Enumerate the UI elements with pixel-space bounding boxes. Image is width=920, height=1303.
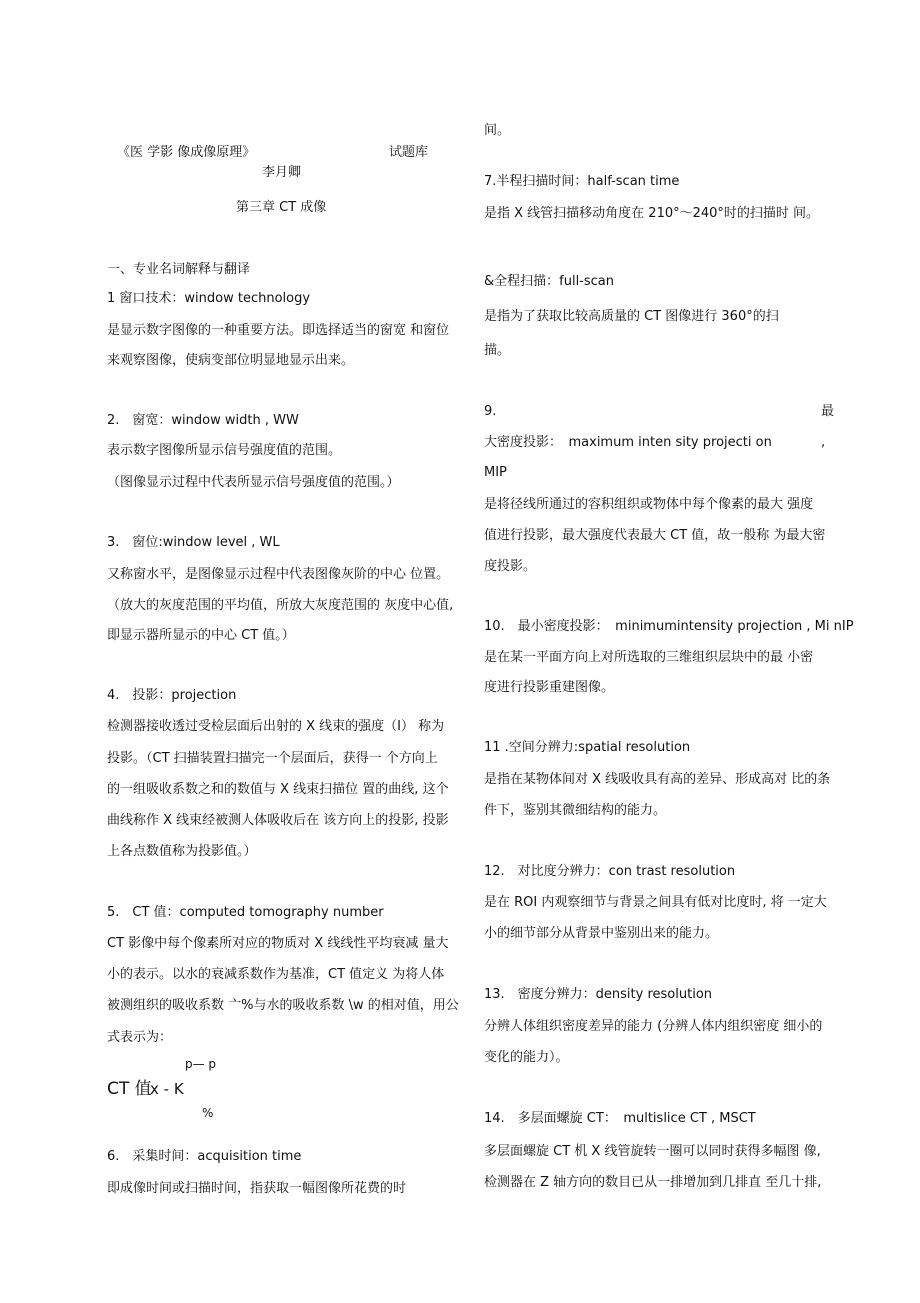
text-line: 来观察图像，使病变部位明显地显示出来。 <box>107 353 355 368</box>
text-line: 检测器在 Z 轴方向的数目已从一排增加到几排直 至几十排, <box>484 1175 822 1190</box>
text-line: 是在 ROI 内观察细节与背景之间具有低对比度时, 将 一定大 <box>484 895 827 910</box>
text-line: 投影。（CT 扫描装置扫描完一个层面后，获得一 个方向上 <box>107 751 438 766</box>
text-line: 分辨人体组织密度差异的能力 (分辨人体内组织密度 细小的 <box>484 1019 823 1034</box>
text-line: CT 影像中每个像素所对应的物质对 X 线线性平均衰减 量大 <box>107 936 449 951</box>
text-line: 多层面螺旋 CT 机 X 线管旋转一圈可以同时获得多幅图 像, <box>484 1144 821 1159</box>
text-line: （图像显示过程中代表所显示信号强度值的范围。） <box>107 475 400 490</box>
text-line: 表示数字图像所显示信号强度值的范围。 <box>107 443 342 458</box>
text-line: 变化的能力）。 <box>484 1050 569 1065</box>
text-line: 小的细节部分从背景中鉴别出来的能力。 <box>484 926 719 941</box>
text-line: 5. CT 值：computed tomography number <box>107 905 384 920</box>
book-title: 《医 学影 像成像原理》 <box>117 145 256 160</box>
text-line: 间。 <box>484 123 511 138</box>
text-line: 1 窗口技术：window technology <box>107 291 311 306</box>
question-bank-label: 试题库 <box>389 145 429 160</box>
formula-numerator: p— p <box>185 1057 217 1071</box>
formula-denominator: % <box>202 1106 214 1120</box>
text-line: 式表示为： <box>107 1030 173 1045</box>
text-line: 是指 X 线管扫描移动角度在 210°〜240°时的扫描时 间。 <box>484 206 820 221</box>
text-line: 是指为了获取比较高质量的 CT 图像进行 360°的扫 <box>484 309 779 324</box>
text-line: 一、专业名词解释与翻译 <box>107 262 251 277</box>
text-line: 3. 窗位:window level , WL <box>107 535 280 550</box>
text-line: 11 .空间分辨力:spatial resolution <box>484 740 691 755</box>
text-line: 小的表示。以水的衰减系数作为基准，CT 值定义 为将人体 <box>107 967 445 982</box>
text-line: 是在某一平面方向上对所选取的三维组织层块中的最 小密 <box>484 650 814 665</box>
text-line: 是显示数字图像的一种重要方法。即选择适当的窗宽 和窗位 <box>107 323 450 338</box>
text-line: 9. <box>484 404 497 419</box>
item9-tail-char: 最 <box>821 404 835 419</box>
text-line: 的一组吸收系数之和的数值与 X 线束扫描位 置的曲线, 这个 <box>107 782 449 797</box>
text-line: 值进行投影，最大强度代表最大 CT 值，故一般称 为最大密 <box>484 528 826 543</box>
text-line: 即成像时间或扫描时间，指获取一幅图像所花费的时 <box>107 1181 407 1196</box>
text-line: 又称窗水平，是图像显示过程中代表图像灰阶的中心 位置。 <box>107 567 450 582</box>
text-line: 描。 <box>484 343 511 358</box>
text-line: MIP <box>484 465 507 480</box>
text-line: 2. 窗宽：window width , WW <box>107 413 299 428</box>
text-line: 被测组织的吸收系数 亠%与水的吸收系数 \w 的相对值，用公 <box>107 998 459 1013</box>
text-line: 检测器接收透过受检层面后出射的 X 线束的强度（I） 称为 <box>107 719 445 734</box>
text-line: （放大的灰度范围的平均值，所放大灰度范围的 灰度中心值, <box>107 598 454 613</box>
text-line: 6. 采集时间：acquisition time <box>107 1149 302 1164</box>
text-line: 13. 密度分辨力：density resolution <box>484 987 713 1002</box>
formula-lhs: CT 值 <box>107 1079 152 1099</box>
author: 李月卿 <box>262 165 302 180</box>
text-line: &全程扫描：full-scan <box>484 274 614 289</box>
text-line: 4. 投影：projection <box>107 688 237 703</box>
text-line: 14. 多层面螺旋 CT： multislice CT , MSCT <box>484 1111 756 1126</box>
text-line: 是指在某物体间对 X 线吸收具有高的差异、形成高对 比的条 <box>484 772 831 787</box>
text-line: 上各点数值称为投影值。） <box>107 844 257 859</box>
text-line: 是将径线所通过的容积组织或物体中每个像素的最大 强度 <box>484 497 814 512</box>
formula-operator: x - K <box>150 1080 184 1098</box>
text-line: 度进行投影重建图像。 <box>484 680 615 695</box>
text-line: 12. 对比度分辨力：con trast resolution <box>484 864 736 879</box>
text-line: 大密度投影： maximum inten sity projecti on <box>484 435 772 450</box>
text-line: 7.半程扫描时间：half-scan time <box>484 174 680 189</box>
text-line: 10. 最小密度投影： minimumintensity projection , Mi nIP <box>484 619 854 634</box>
text-line: 曲线称作 X 线束经被测人体吸收后在 该方向上的投影, 投影 <box>107 813 449 828</box>
chapter-title: 第三章 CT 成像 <box>236 200 327 215</box>
text-line: 即显示器所显示的中心 CT 值。） <box>107 628 295 643</box>
text-line: 件下，鉴别其微细结构的能力。 <box>484 803 667 818</box>
text-line: 度投影。 <box>484 559 537 574</box>
item9-comma: , <box>821 435 826 450</box>
